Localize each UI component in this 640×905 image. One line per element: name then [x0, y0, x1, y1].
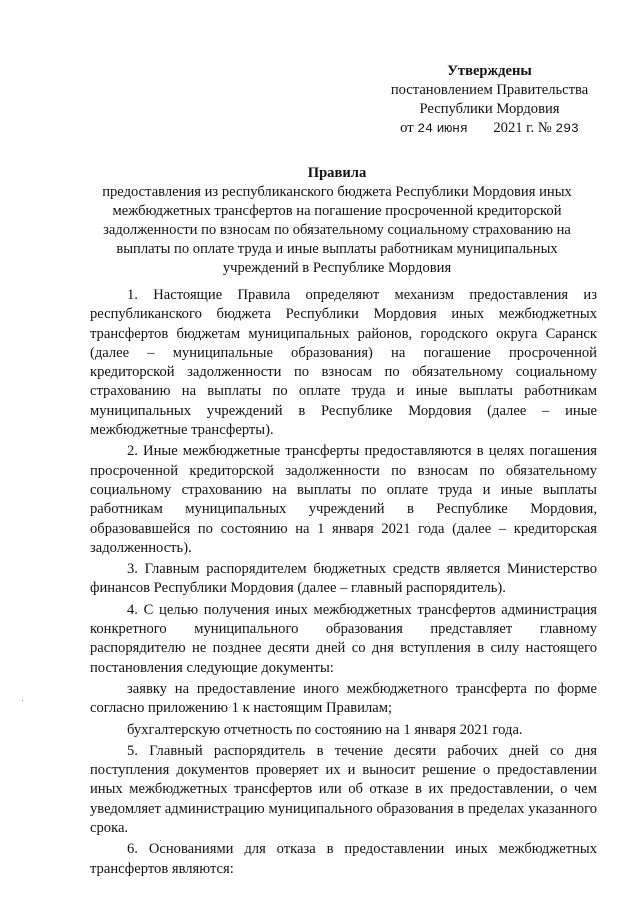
date-month: июня — [436, 121, 468, 136]
scan-footer-dot — [160, 840, 161, 841]
paragraph-5: 5. Главный распорядитель в течение десяти рабочих дней со дня поступления документов проверяет их и выносит решение о предоставлении иных межбюджетных трансфертов или об отказе в их предоставлении, о чем уведомляет администрацию муниципального образования в пределах указанного срока. — [90, 742, 597, 837]
paragraph-3: 3. Главным распорядителем бюджетных средств является Министерство финансов Республики Мордовия (далее – главный распорядитель). — [90, 561, 597, 597]
title-block — [92, 164, 582, 278]
date-prefix: от — [400, 120, 414, 136]
approval-line-1: постановлением Правительства — [390, 82, 589, 98]
approval-heading: Утверждены — [447, 63, 532, 79]
approval-date-line — [382, 119, 597, 138]
paragraph-4-item-1: заявку на предоставление иного межбюджетного трансферта по форме согласно приложению 1 к настоящим Правилам; — [90, 680, 597, 717]
scan-margin-dot — [22, 700, 23, 701]
paragraph-6: 6. Основаниями для отказа в предоставлении иных межбюджетных трансфертов являются: — [90, 841, 597, 877]
document-body — [90, 286, 597, 881]
decree-number: 293 — [555, 121, 579, 136]
date-day: 24 — [417, 121, 433, 136]
paragraph-4-item-2: бухгалтерскую отчетность по состоянию на 1 января 2021 года. — [127, 721, 523, 738]
date-year: 2021 г. № — [493, 120, 552, 136]
paragraph-1: 1. Настоящие Правила определяют механизм предоставления из республиканского бюджета Республики Мордовия иных межбюджетных трансфертов бюджетам муниципальных районов, городского округа Саранск (далее – муниципальные образования) на погашение просроченной кредиторской задолженности по взносам по обязательному социальному страхованию на выплаты по оплате труда и иные выплаты работникам муниципальных учреждений в Республике Мордовия (далее – иные межбюджетные трансферты). — [90, 287, 597, 439]
approval-block — [382, 62, 597, 138]
approval-line-2: Республики Мордовия — [419, 101, 560, 117]
document-title: Правила — [307, 165, 367, 181]
paragraph-2: 2. Иные межбюджетные трансферты предоставляются в целях погашения просроченной кредиторской задолженности по взносам по обязательному социальному страхованию на выплаты по оплате труда и иные выплаты работникам муниципальных учреждений в Республике Мордовия, образовавшейся по состоянию на 1 января 2021 года (далее – кредиторская задолженность). — [90, 443, 597, 556]
document-subtitle: предоставления из республиканского бюджета Республики Мордовия иных межбюджетных трансфертов на погашение просроченной кредиторской задолженности по взносам по обязательному социальному страхованию на выплаты по оплате труда и иные выплаты работникам муниципальных учреждений в Республике Мордовия — [102, 184, 572, 276]
paragraph-4: 4. С целью получения иных межбюджетных трансфертов администрация конкретного муниципального образования представляет главному распорядителю не позднее десяти дней со дня вступления в силу настоящего постановления следующие документы: — [90, 601, 597, 676]
